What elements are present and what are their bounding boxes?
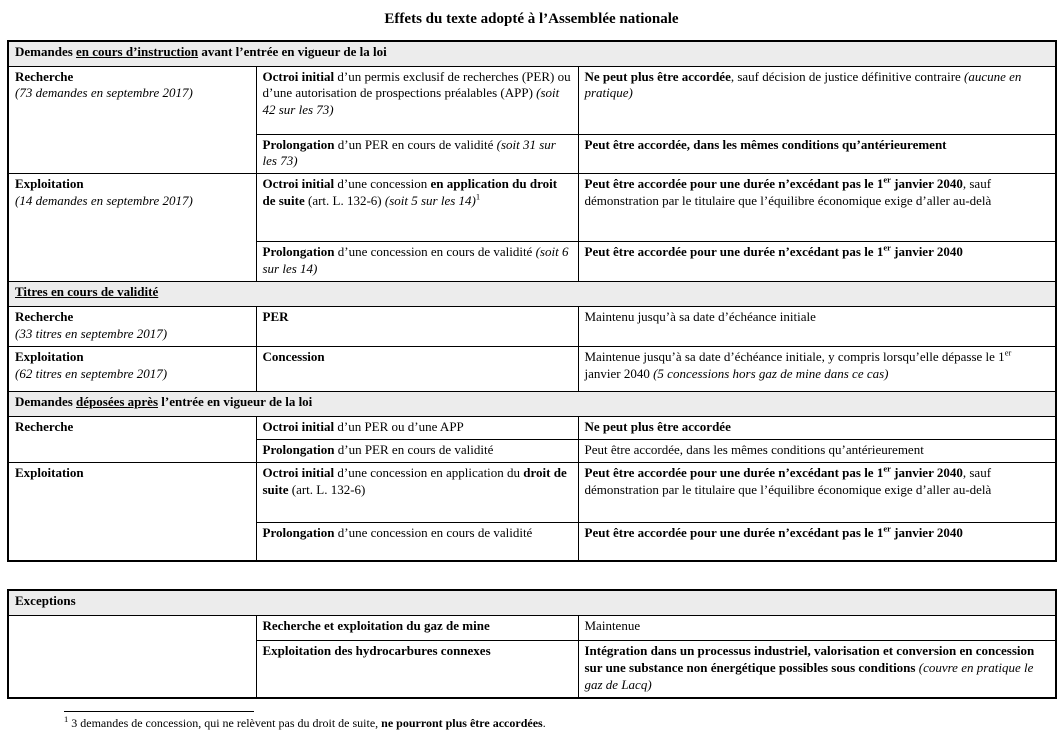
cell-procedure (256, 462, 578, 522)
ordinal-superscript: er (883, 242, 891, 253)
cell-effect (578, 134, 1056, 174)
text-segment: déposées après (76, 394, 158, 410)
text-segment: Prolongation (262, 524, 335, 540)
text-segment: janvier 2040 (584, 365, 654, 381)
text-segment: Maintenue jusqu’à sa date d’échéance initiale, y compris lorsqu’elle dépasse le 1 (584, 349, 1005, 365)
cell-effect (578, 439, 1056, 462)
table-row (8, 66, 1056, 134)
section-header-demandes-en-cours (8, 41, 1056, 66)
text-segment: d’un PER en cours de validité (334, 136, 497, 152)
cell-line: (33 titres en septembre 2017) (15, 325, 168, 341)
text-segment: (couvre en pratique le gaz de Lacq) (584, 659, 1034, 692)
text-segment: Peut être accordée pour une durée n’excédant pas le 1 (584, 176, 884, 192)
table-row (8, 174, 1056, 242)
text-segment: (soit 31 sur les 73) (262, 136, 556, 169)
cell-procedure (256, 134, 578, 174)
cell-effect (578, 242, 1056, 282)
text-segment: Recherche et exploitation du gaz de mine (262, 617, 490, 633)
text-segment: l’entrée en vigueur de la loi (158, 394, 313, 410)
text-segment: (soit 6 sur les 14) (262, 244, 569, 277)
cell-procedure (256, 615, 578, 640)
cell-line: Exploitation (15, 349, 84, 365)
text-segment: d’une concession en cours de validité (334, 524, 533, 540)
cell-effect (578, 347, 1056, 392)
text-segment: Octroi initial (262, 419, 335, 435)
text-segment: en application du droit de suite (262, 176, 558, 209)
cell-category (8, 347, 256, 392)
text-segment: Peut être accordée, dans les mêmes conditions qu’antérieurement (584, 136, 947, 152)
cell-effect (578, 462, 1056, 522)
cell-category (8, 462, 256, 561)
cell-procedure (256, 307, 578, 347)
text-segment: Demandes (15, 394, 77, 410)
cell-line: Exploitation (15, 464, 84, 480)
cell-effect (578, 66, 1056, 134)
text-segment: d’une concession en cours de validité (334, 244, 536, 260)
text-segment: janvier 2040 (890, 464, 963, 480)
text-segment: , sauf décision de justice définitive contraire (730, 68, 965, 84)
cell-effect (578, 640, 1056, 697)
document-title: Effets du texte adopté à l’Assemblée nationale (384, 11, 679, 27)
text-segment: (aucune en pratique) (584, 68, 1022, 101)
text-segment: Ne peut plus être accordée (584, 419, 731, 435)
text-segment: , sauf démonstration par le titulaire que l’équilibre économique exige d’aller au-delà (584, 176, 992, 209)
cell-effect (578, 174, 1056, 242)
text-segment: Maintenu jusqu’à sa date d’échéance initiale (584, 309, 816, 325)
cell-line: Recherche (15, 68, 74, 84)
table-row (8, 417, 1056, 440)
cell-effect (578, 307, 1056, 347)
cell-procedure (256, 522, 578, 561)
text-segment: 3 demandes de concession, qui ne relèvent pas du droit de suite, (68, 715, 382, 730)
cell-line: (62 titres en septembre 2017) (15, 365, 168, 381)
table-row (8, 282, 1056, 307)
text-segment: d’une concession (334, 176, 431, 192)
text-segment: (art. L. 132-6) (288, 481, 366, 497)
cell-category (8, 417, 256, 463)
table-row (8, 590, 1056, 615)
cell-line: Recherche (15, 309, 74, 325)
section-header-exceptions (8, 590, 1056, 615)
text-segment: d’un PER ou d’une APP (334, 419, 464, 435)
text-segment: Ne peut plus être accordée (584, 68, 731, 84)
cell-procedure (256, 347, 578, 392)
text-segment: janvier 2040 (890, 176, 963, 192)
cell-line: Exploitation (15, 176, 84, 192)
text-segment: Peut être accordée pour une durée n’excédant pas le 1 (584, 464, 884, 480)
text-segment: Prolongation (262, 441, 335, 457)
effects-table (7, 40, 1057, 562)
text-segment: (soit 42 sur les 73) (262, 85, 560, 118)
text-segment: Demandes (15, 44, 77, 59)
text-segment: Titres en cours de validité (15, 284, 159, 300)
ordinal-superscript: er (883, 174, 891, 185)
cell-line: (73 demandes en septembre 2017) (15, 85, 193, 101)
cell-line: (14 demandes en septembre 2017) (15, 193, 193, 209)
text-segment: PER (262, 309, 289, 325)
text-segment: Concession (262, 349, 325, 365)
footnote-marker: 1 (64, 713, 69, 724)
table-row (8, 462, 1056, 522)
section-header-titres-en-cours (8, 282, 1056, 307)
text-segment: (soit 5 sur les 14) (384, 193, 476, 209)
text-segment: Prolongation (262, 136, 335, 152)
cell-procedure (256, 439, 578, 462)
text-segment: ne pourront plus être accordées (381, 715, 543, 730)
text-segment: Peut être accordée, dans les mêmes conditions qu’antérieurement (584, 441, 924, 457)
text-segment: d’un PER en cours de validité (334, 441, 494, 457)
table-row (8, 392, 1056, 417)
text-segment: Octroi initial (262, 176, 335, 192)
text-segment: en cours d’instruction (76, 44, 199, 59)
text-segment: Peut être accordée pour une durée n’excédant pas le 1 (584, 524, 884, 540)
text-segment: (5 concessions hors gaz de mine dans ce cas) (653, 365, 889, 381)
text-segment: d’une concession en application du (334, 464, 524, 480)
cell-procedure (256, 640, 578, 697)
table-row (8, 307, 1056, 347)
text-segment: d’un permis exclusif de recherches (PER) ou d’une autorisation de prospections préalables (APP) (262, 68, 571, 101)
text-segment: janvier 2040 (890, 244, 963, 260)
text-segment: Prolongation (262, 244, 335, 260)
text-segment: Exploitation des hydrocarbures connexes (262, 642, 491, 658)
table-row (8, 41, 1056, 66)
footnote-separator (64, 711, 254, 712)
text-segment: Octroi initial (262, 464, 335, 480)
cell-effect (578, 417, 1056, 440)
footnote-ref: 1 (475, 191, 481, 202)
text-segment: . (542, 715, 546, 730)
cell-line: Recherche (15, 419, 74, 435)
ordinal-superscript: er (1004, 347, 1012, 358)
cell-effect (578, 522, 1056, 561)
table-row (8, 347, 1056, 392)
text-segment: Exceptions (15, 593, 76, 609)
cell-procedure (256, 174, 578, 242)
ordinal-superscript: er (883, 523, 891, 534)
text-segment: (art. L. 132-6) (304, 193, 385, 209)
text-segment: Intégration dans un processus industriel, valorisation et conversion en concession sur une substance non énergétique possibles sous conditions (584, 642, 1035, 675)
table-row (8, 615, 1056, 640)
cell-category (8, 66, 256, 174)
cell-empty (8, 615, 256, 697)
text-segment: Peut être accordée pour une durée n’excédant pas le 1 (584, 244, 884, 260)
exceptions-table (7, 589, 1057, 698)
text-segment: avant l’entrée en vigueur de la loi (198, 44, 387, 59)
text-segment: Maintenue (584, 617, 641, 633)
cell-category (8, 174, 256, 282)
section-header-demandes-deposees-apres (8, 392, 1056, 417)
cell-effect (578, 615, 1056, 640)
cell-category (8, 307, 256, 347)
text-segment: , sauf démonstration par le titulaire que l’équilibre économique exige d’aller au-delà (584, 464, 992, 497)
text-segment: Octroi initial (262, 68, 335, 84)
cell-procedure (256, 417, 578, 440)
ordinal-superscript: er (883, 463, 891, 474)
footnote (64, 713, 1063, 732)
cell-procedure (256, 242, 578, 282)
text-segment: droit de suite (262, 464, 567, 497)
cell-procedure (256, 66, 578, 134)
text-segment: janvier 2040 (890, 524, 963, 540)
